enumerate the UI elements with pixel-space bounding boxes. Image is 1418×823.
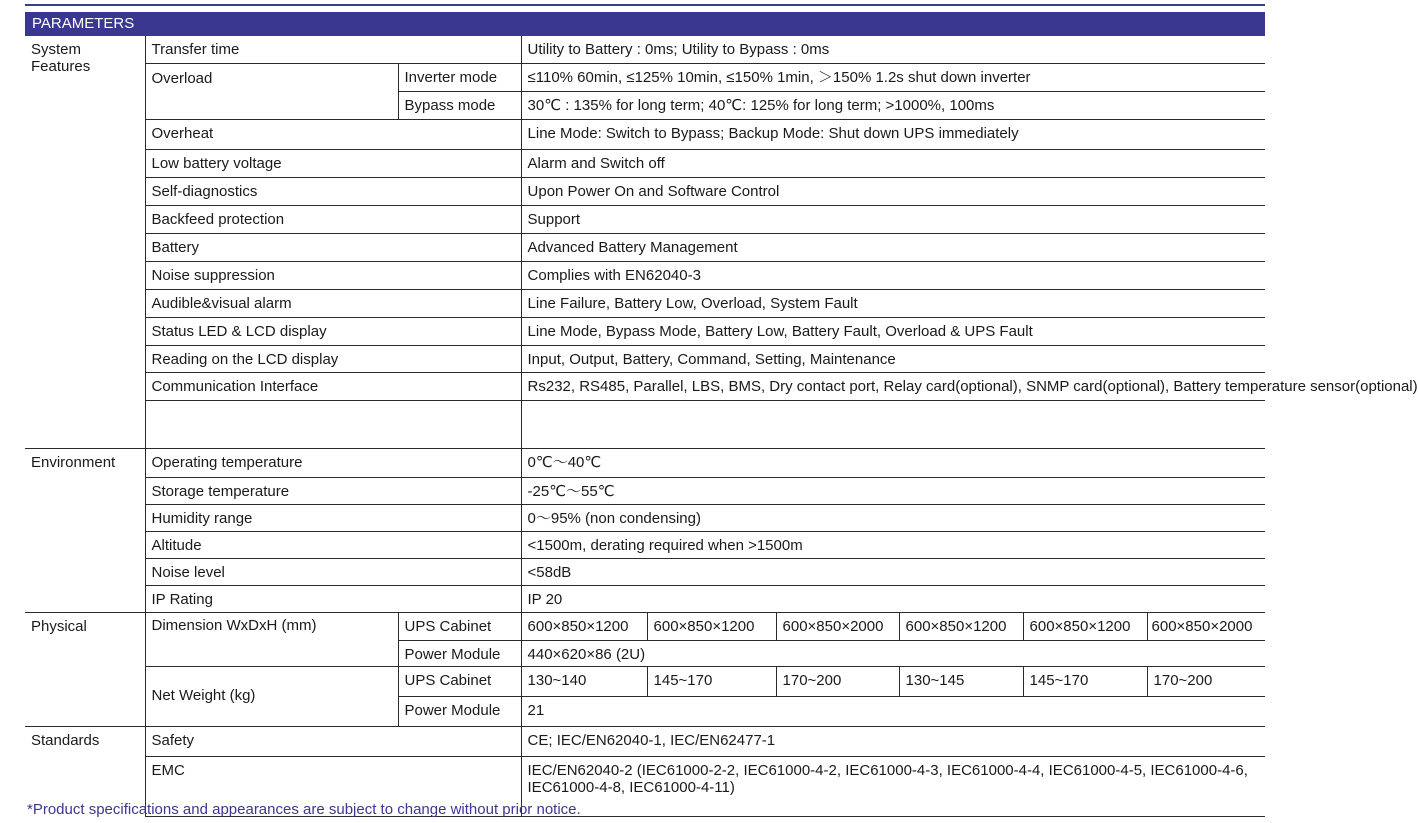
weight-cell: 130~140 <box>521 666 647 696</box>
table-row <box>25 119 1265 149</box>
table-row <box>25 177 1265 205</box>
param-name: Net Weight (kg) <box>145 666 398 726</box>
header-title: PARAMETERS <box>32 15 135 32</box>
param-name: Status LED & LCD display <box>145 317 521 345</box>
param-value: 21 <box>521 696 1265 726</box>
section-label-environment: Environment <box>25 448 145 612</box>
table-row <box>25 666 1265 696</box>
param-value: Utility to Battery : 0ms; Utility to Bypass : 0ms <box>527 41 830 58</box>
footnote: *Product specifications and appearances are subject to change without prior notice. <box>27 801 581 818</box>
param-name: Noise suppression <box>145 261 521 289</box>
mode-label: Bypass mode <box>398 91 521 119</box>
param-name: Battery <box>145 233 521 261</box>
weight-cell: 170~200 <box>1147 666 1265 696</box>
dimension-cell: 600×850×1200 <box>1023 612 1147 640</box>
param-value: <58dB <box>521 558 1265 585</box>
table-row <box>25 261 1265 289</box>
param-name: Self-diagnostics <box>145 177 521 205</box>
table-row <box>25 345 1265 372</box>
top-rule <box>25 4 1265 6</box>
param-value: ≤110% 60min, ≤125% 10min, ≤150% 1min, ＞150% 1.2s shut down inverter <box>521 63 1265 91</box>
param-name: Audible&visual alarm <box>145 289 521 317</box>
param-value: Upon Power On and Software Control <box>521 177 1265 205</box>
table-row <box>25 504 1265 531</box>
param-value: Line Mode, Bypass Mode, Battery Low, Battery Fault, Overload & UPS Fault <box>521 317 1265 345</box>
param-name: Operating temperature <box>145 448 521 477</box>
param-name: Communication Interface <box>145 372 521 400</box>
param-name <box>145 400 521 448</box>
table-row <box>25 612 1265 640</box>
param-value: Advanced Battery Management <box>521 233 1265 261</box>
param-value: Input, Output, Battery, Command, Setting, Maintenance <box>521 345 1265 372</box>
table-row <box>25 558 1265 585</box>
param-name: Altitude <box>145 531 521 558</box>
param-name: EMC <box>145 756 521 816</box>
dimension-cell: 600×850×1200 <box>521 612 647 640</box>
table-row <box>25 36 1265 63</box>
weight-cell: 145~170 <box>647 666 776 696</box>
table-row <box>25 63 1265 91</box>
param-name: Reading on the LCD display <box>145 345 521 372</box>
section-label-physical: Physical <box>25 612 145 726</box>
mode-label: Power Module <box>398 640 521 666</box>
parameters-table <box>25 36 1418 817</box>
param-value: Line Failure, Battery Low, Overload, System Fault <box>521 289 1265 317</box>
table-row <box>25 317 1265 345</box>
dimension-cell: 600×850×2000 <box>776 612 899 640</box>
param-name: Storage temperature <box>145 477 521 504</box>
param-value: IEC/EN62040-2 (IEC61000-2-2, IEC61000-4-2, IEC61000-4-3, IEC61000-4-4, IEC61000-4-5, IEC61000-4-6, IEC61000-4-8, IEC61000-4-11) <box>521 756 1265 816</box>
table-row <box>25 477 1265 504</box>
dimension-cell: 600×850×1200 <box>899 612 1023 640</box>
param-value: Rs232, RS485, Parallel, LBS, BMS, Dry contact port, Relay card(optional), SNMP card(optional), Battery temperature sensor(optional) <box>521 372 1265 400</box>
table-row <box>25 531 1265 558</box>
mode-label: Inverter mode <box>398 63 521 91</box>
param-name: Backfeed protection <box>145 205 521 233</box>
section-label-system: System Features <box>25 36 145 448</box>
param-name: Humidity range <box>145 504 521 531</box>
weight-cell: 130~145 <box>899 666 1023 696</box>
table-row <box>25 372 1265 400</box>
weight-cell: 170~200 <box>776 666 899 696</box>
param-name: IP Rating <box>145 585 521 612</box>
parameters-header <box>25 12 1265 36</box>
param-value <box>521 400 1265 448</box>
param-value: Line Mode: Switch to Bypass; Backup Mode: Shut down UPS immediately <box>521 119 1265 149</box>
param-value: <1500m, derating required when >1500m <box>521 531 1265 558</box>
weight-cell: 145~170 <box>1023 666 1147 696</box>
param-name: Safety <box>145 726 521 756</box>
param-value: 0℃～40℃ <box>521 448 1265 477</box>
param-value: IP 20 <box>521 585 1265 612</box>
dimension-cell: 600×850×1200 <box>647 612 776 640</box>
table-row <box>25 400 1265 448</box>
dimension-cell: 600×850×2000 <box>1147 612 1265 640</box>
table-row <box>25 149 1265 177</box>
param-name: Low battery voltage <box>145 149 521 177</box>
table-row <box>25 585 1265 612</box>
param-name: Overload <box>145 63 398 119</box>
table-row <box>25 289 1265 317</box>
param-value: -25℃～55℃ <box>521 477 1265 504</box>
mode-label: UPS Cabinet <box>398 612 521 640</box>
param-value: Support <box>521 205 1265 233</box>
param-value: 30℃ : 135% for long term; 40℃: 125% for long term; >1000%, 100ms <box>521 91 1265 119</box>
param-value: CE; IEC/EN62040-1, IEC/EN62477-1 <box>521 726 1265 756</box>
param-name: Overheat <box>145 119 521 149</box>
table-row <box>25 205 1265 233</box>
param-name: Dimension WxDxH (mm) <box>145 612 398 666</box>
param-name: Transfer time <box>145 36 521 63</box>
param-name: Noise level <box>145 558 521 585</box>
param-value: 440×620×86 (2U) <box>521 640 1265 666</box>
table-row <box>25 233 1265 261</box>
param-value: Alarm and Switch off <box>521 149 1265 177</box>
param-value: 0～95% (non condensing) <box>521 504 1265 531</box>
param-value: Complies with EN62040-3 <box>521 261 1265 289</box>
table-row <box>25 726 1265 756</box>
mode-label: UPS Cabinet <box>398 666 521 696</box>
section-label-standards: Standards <box>25 726 145 816</box>
table-row <box>25 448 1265 477</box>
mode-label: Power Module <box>398 696 521 726</box>
